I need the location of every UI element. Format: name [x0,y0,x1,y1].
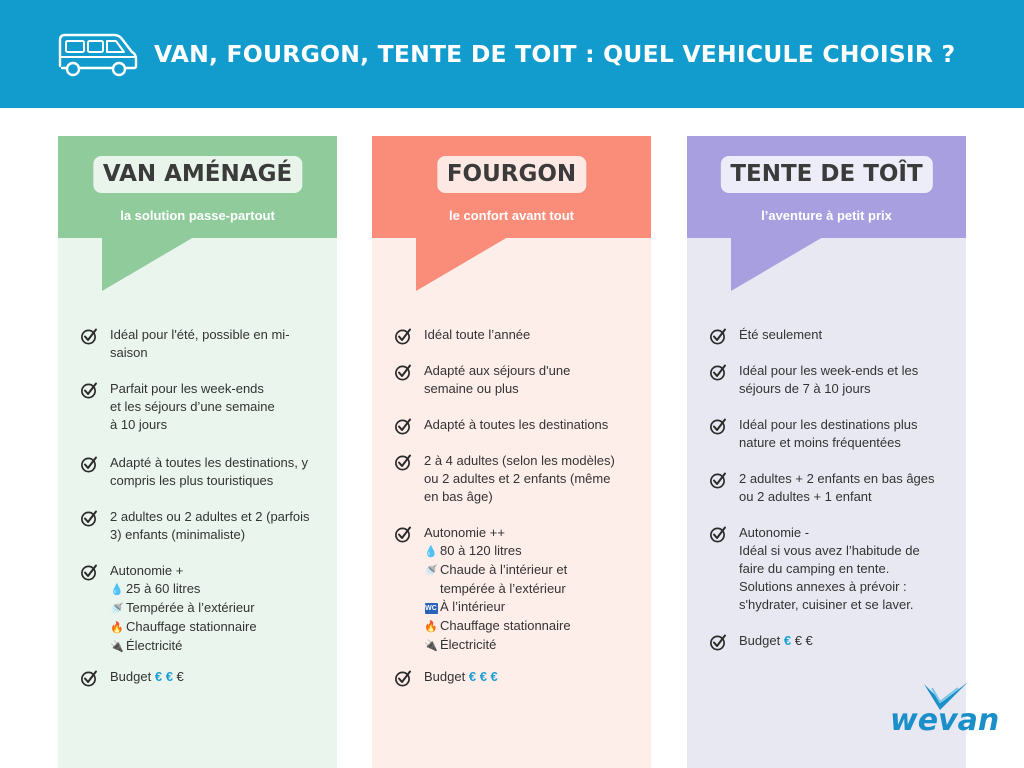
card-header [58,136,337,238]
feature-text: compris les plus touristiques [110,473,274,488]
speech-tail [416,237,508,291]
feature-subline: 🔥 Chauffage stationnaire [110,618,257,637]
speech-tail [731,237,823,291]
feature-item [394,668,498,686]
feature-text: Autonomie + [110,563,184,578]
euro-sign: € [165,669,173,684]
feature-subline: 🚿 Tempérée à l’extérieur [110,599,257,618]
water-drop-icon: 💧 [424,546,438,558]
feature-text: Idéal pour les destinations plus [739,417,918,432]
check-circle-icon [394,525,412,543]
feature-item [709,416,918,452]
euro-sign: € [805,633,813,648]
euro-sign: € [479,669,487,684]
feature-text: Été seulement [739,327,823,342]
check-circle-icon [80,509,98,527]
feature-text: Idéal pour l'été, possible en mi- [110,327,290,342]
feature-item [80,562,257,656]
flame-icon: 🔥 [110,622,124,634]
feature-text: Adapté aux séjours d'une [424,363,571,378]
check-circle-icon [709,363,727,381]
feature-item [394,362,570,398]
feature-text: Idéal pour les week-ends et les [739,363,919,378]
van-icon [56,30,140,80]
feature-text: séjours de 7 à 10 jours [739,381,871,396]
wc-icon: WC [425,605,437,612]
feature-item [709,524,920,614]
check-circle-icon [394,417,412,435]
feature-text: Adapté à toutes les destinations, y [110,455,309,470]
feature-item [709,326,822,344]
plug-icon: 🔌 [110,641,124,653]
card-subtitle: l’aventure à petit prix [761,208,892,223]
feature-item [80,508,309,544]
page-title: VAN, FOURGON, TENTE DE TOIT : QUEL VEHICULE CHOISIR ? [154,40,956,68]
card-header [372,136,651,238]
flame-icon: 🔥 [424,621,438,633]
check-circle-icon [394,327,412,345]
check-circle-icon [709,633,727,651]
euro-sign: € [176,669,184,684]
card-header [687,136,966,238]
budget-line [739,632,813,650]
feature-subline: 🔥 Chauffage stationnaire [424,617,571,636]
feature-item [394,416,608,434]
feature-text: Autonomie - [739,525,810,540]
water-drop-icon: 💧 [110,584,124,596]
feature-item [80,380,275,434]
card-title: VAN AMÉNAGÉ [93,156,302,193]
shower-icon: 🚿 [110,603,124,615]
feature-item [709,362,918,398]
feature-item [80,326,290,362]
feature-item [394,326,530,344]
euro-sign: € [794,633,802,648]
check-circle-icon [709,327,727,345]
euro-sign: € [783,633,792,648]
logo-text: wevan [890,703,1000,736]
budget-label: Budget [424,669,466,684]
feature-subline: 💧 80 à 120 litres [424,542,571,561]
feature-subline: 🔌 Électricité [424,636,571,655]
budget-label: Budget [110,669,152,684]
shower-icon: 🚿 [424,565,438,577]
check-circle-icon [80,381,98,399]
feature-text: ou 2 adultes et 2 enfants (même [424,471,611,486]
feature-text: Solutions annexes à prévoir : [739,579,907,594]
feature-text: Parfait pour les week-ends [110,381,264,396]
feature-item [709,470,935,506]
euro-sign: € [468,669,477,684]
feature-text: faire du camping en tente. [739,561,890,576]
feature-text: 2 adultes + 2 enfants en bas âges [739,471,935,486]
check-circle-icon [80,327,98,345]
feature-text: et les séjours d’une semaine [110,399,275,414]
check-circle-icon [394,669,412,687]
feature-text: Autonomie ++ [424,525,505,540]
check-circle-icon [80,669,98,687]
feature-item [394,524,571,655]
feature-text: nature et moins fréquentées [739,435,901,450]
check-circle-icon [709,525,727,543]
feature-text: s'hydrater, cuisiner et se laver. [739,597,914,612]
plug-icon: 🔌 [424,640,438,652]
feature-text: à 10 jours [110,417,168,432]
feature-text: 2 adultes ou 2 adultes et 2 (parfois [110,509,310,524]
check-circle-icon [394,453,412,471]
feature-subline: 💧 25 à 60 litres [110,580,257,599]
feature-item [80,668,184,686]
check-circle-icon [80,563,98,581]
euro-sign: € [154,669,163,684]
card-subtitle: la solution passe-partout [120,208,275,223]
feature-text: 2 à 4 adultes (selon les modèles) [424,453,615,468]
budget-label: Budget [739,633,781,648]
feature-item [394,452,615,506]
feature-subline: tempérée à l’extérieur [440,581,566,596]
page-header [0,0,1024,108]
feature-text: semaine ou plus [424,381,519,396]
feature-text: ou 2 adultes + 1 enfant [739,489,872,504]
feature-text: 3) enfants (minimaliste) [110,527,246,542]
feature-text: en bas âge) [424,489,493,504]
feature-item [709,632,813,650]
check-circle-icon [394,363,412,381]
card-title: TENTE DE TOÎT [720,156,932,193]
check-circle-icon [709,471,727,489]
feature-subline: 🔌 Électricité [110,637,257,656]
check-circle-icon [80,455,98,473]
wevan-logo [888,680,1008,736]
budget-line [110,668,184,686]
feature-text: Idéal toute l’année [424,327,531,342]
euro-sign: € [490,669,498,684]
budget-line [424,668,498,686]
feature-subline: 🚿 Chaude à l’intérieur et [424,561,571,580]
feature-text: Adapté à toutes les destinations [424,417,609,432]
feature-item [80,454,308,490]
check-circle-icon [709,417,727,435]
speech-tail [102,237,194,291]
feature-text: saison [110,345,148,360]
card-body [58,238,337,768]
feature-text: Idéal si vous avez l’habitude de [739,543,920,558]
card-title: FOURGON [437,156,586,193]
feature-subline: WC À l’intérieur [424,598,571,617]
card-subtitle: le confort avant tout [449,208,574,223]
